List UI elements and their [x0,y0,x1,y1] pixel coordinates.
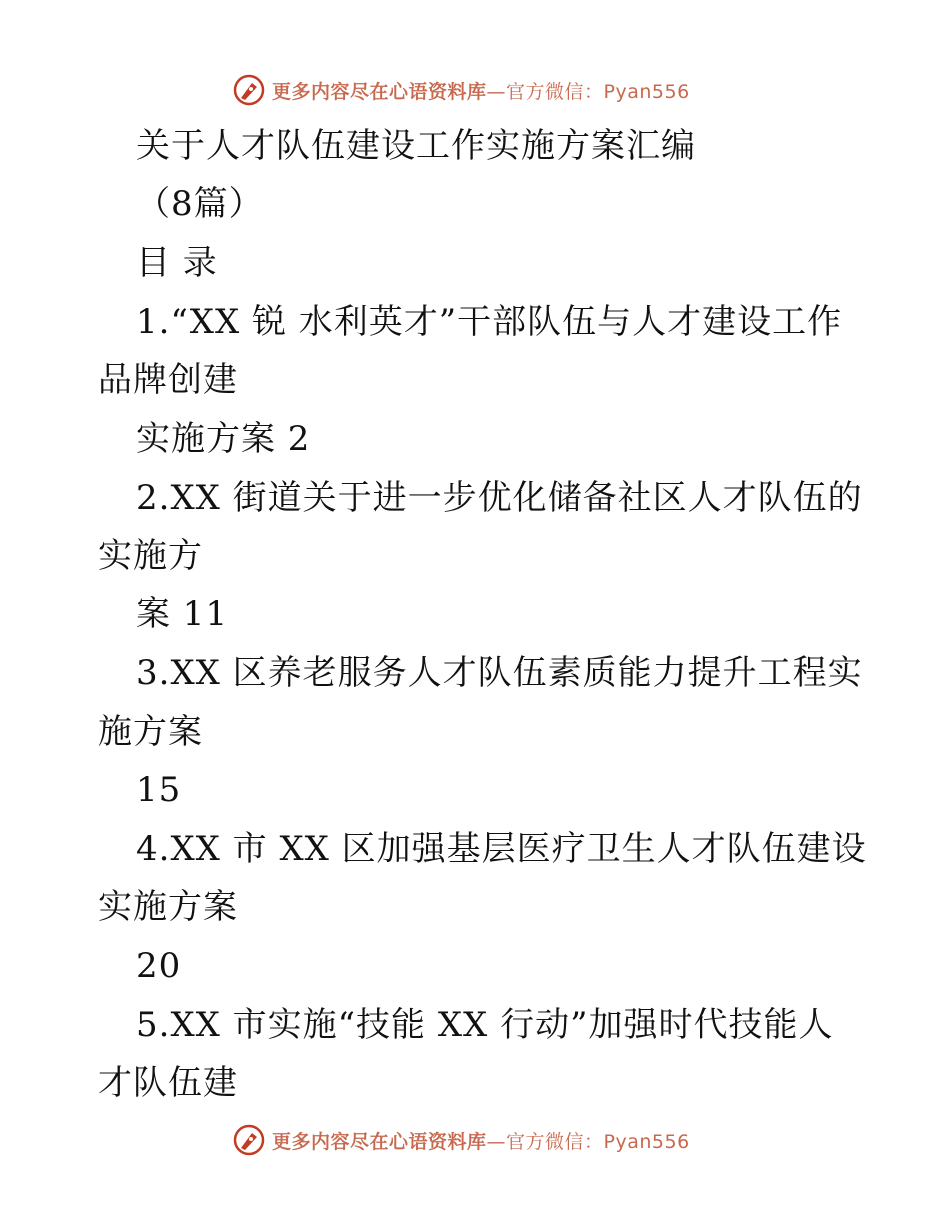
toc-entry-1-line-1: 1.“XX 锐 水利英才”干部队伍与人才建设工作 [136,302,843,342]
toc-heading: 目 录 [136,243,218,283]
watermark-footer [232,1122,690,1158]
watermark-suffix-text: 官方微信：Pyan556 [506,1130,690,1153]
toc-entry-5-line-1: 5.XX 市实施“技能 XX 行动”加强时代技能人 [136,1005,834,1045]
watermark-main-text: 更多内容尽在心语资料库 [272,1130,487,1153]
document-title: 关于人才队伍建设工作实施方案汇编 [136,126,696,166]
pen-nib-logo-icon [232,1123,266,1157]
toc-entry-1-line-3: 实施方案 2 [136,419,311,459]
watermark-separator: — [486,1130,507,1153]
toc-entry-2-line-2: 实施方 [98,536,203,576]
watermark-text [272,1127,690,1154]
toc-entry-3-line-3: 15 [136,770,182,810]
toc-entry-4-line-2: 实施方案 [98,887,238,927]
toc-entry-2-line-3: 案 11 [136,594,229,634]
toc-entry-3-line-1: 3.XX 区养老服务人才队伍素质能力提升工程实 [136,653,863,693]
watermark-suffix-text: 官方微信：Pyan556 [506,80,690,103]
toc-entry-3-line-2: 施方案 [98,712,203,752]
toc-entry-4-line-1: 4.XX 市 XX 区加强基层医疗卫生人才队伍建设 [136,829,867,869]
toc-entry-1-line-2: 品牌创建 [98,360,238,400]
toc-entry-4-line-3: 20 [136,946,182,986]
watermark-separator: — [486,80,507,103]
document-title-count: （8篇） [136,184,264,224]
watermark-main-text: 更多内容尽在心语资料库 [272,80,487,103]
toc-entry-2-line-1: 2.XX 街道关于进一步优化储备社区人才队伍的 [136,478,863,518]
toc-entry-5-line-2: 才队伍建 [98,1063,238,1103]
